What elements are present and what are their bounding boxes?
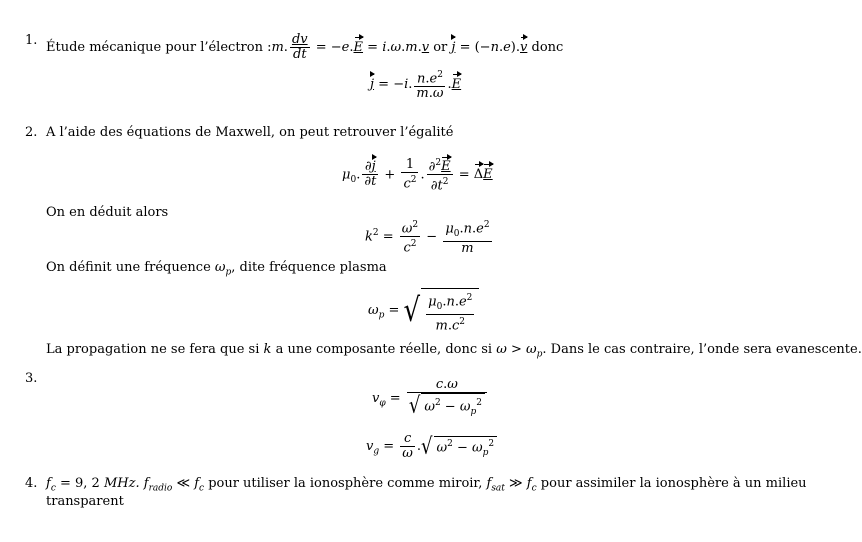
item-1-line: Étude mécanique pour l’électron :m. $\frac{dv}{dt}$ = −e.E = i.ω.m.v or j = (−n.e).v donc (46, 32, 564, 62)
item-4-text3: transparent (46, 494, 124, 509)
item-1-text: Étude mécanique pour l’électron : (46, 40, 272, 55)
item-2-deduce: On en déduit alors (46, 205, 169, 220)
item-2-text: A l’aide des équations de Maxwell, on peut retrouver l’égalité (46, 125, 454, 140)
item-number-4: 4. (25, 476, 38, 491)
equation-group-velocity: $v_g$ = $\frac{c}{\omega}$ .√ $\omega^2 - \omega_p^2$ (366, 432, 497, 461)
equation-maxwell: $\mu_0$. $\frac{\partial j}{\partial t}$ + $\frac{1}{c^2}$ . $\frac{\partial^2E}{\partial t^2}$ = ΔE (342, 157, 493, 194)
item-2-propagation-line: La propagation ne se fera que si k a une composante réelle, donc si $\omega > \omega_p$. Dans le cas contraire, l’onde sera evanescente. (46, 342, 862, 360)
item-4-line: $f_c = 9$, 2 MHz. $f_{radio}$ ≪ $f_c$ pour utiliser la ionosphère comme miroir, $f_{sat}$ ≫ $f_c$ pour assimiler la ionosphère à un milieu (46, 476, 807, 494)
item-1-or: or (433, 40, 448, 55)
item-1-donc: donc (531, 40, 564, 55)
item-2-propagation: La propagation ne se fera que si (46, 342, 260, 357)
equation-current: j = −i. $\frac{n.e^2}{m.\omega}$ .E (370, 70, 462, 102)
item-4-unit: MHz. (103, 476, 140, 491)
equation-phase-velocity: $v_\varphi$ = $\frac{c.\omega}{√ \omega^2 - \omega_p^2}$ (372, 378, 489, 419)
item-number-1: 1. (25, 33, 38, 48)
item-2-define2: , dite fréquence plasma (231, 260, 387, 275)
item-4-text2: pour assimiler la ionosphère à un milieu (540, 476, 807, 491)
item-number-2: 2. (25, 125, 38, 140)
item-4-text1: pour utiliser la ionosphère comme miroir, (208, 476, 483, 491)
item-2-propagation2: a une composante réelle, donc si (275, 342, 493, 357)
item-number-3: 3. (25, 371, 38, 386)
item-2-define: On définit une fréquence (46, 260, 211, 275)
item-2-define-line: On définit une fréquence $\omega_p$, dite fréquence plasma (46, 260, 387, 278)
equation-plasma-frequency: $\omega_p$ = √ $\frac{\mu_0.n.e^2}{m.c^2}$ (368, 288, 479, 333)
item-4-value: = 9, 2 (60, 476, 100, 491)
item-2-propagation3: . Dans le cas contraire, l’onde sera evanescente. (542, 342, 862, 357)
equation-dispersion: $k^2$ = $\frac{\omega^2}{c^2}$ − $\frac{\mu_0.n.e^2}{m}$ (365, 220, 490, 256)
